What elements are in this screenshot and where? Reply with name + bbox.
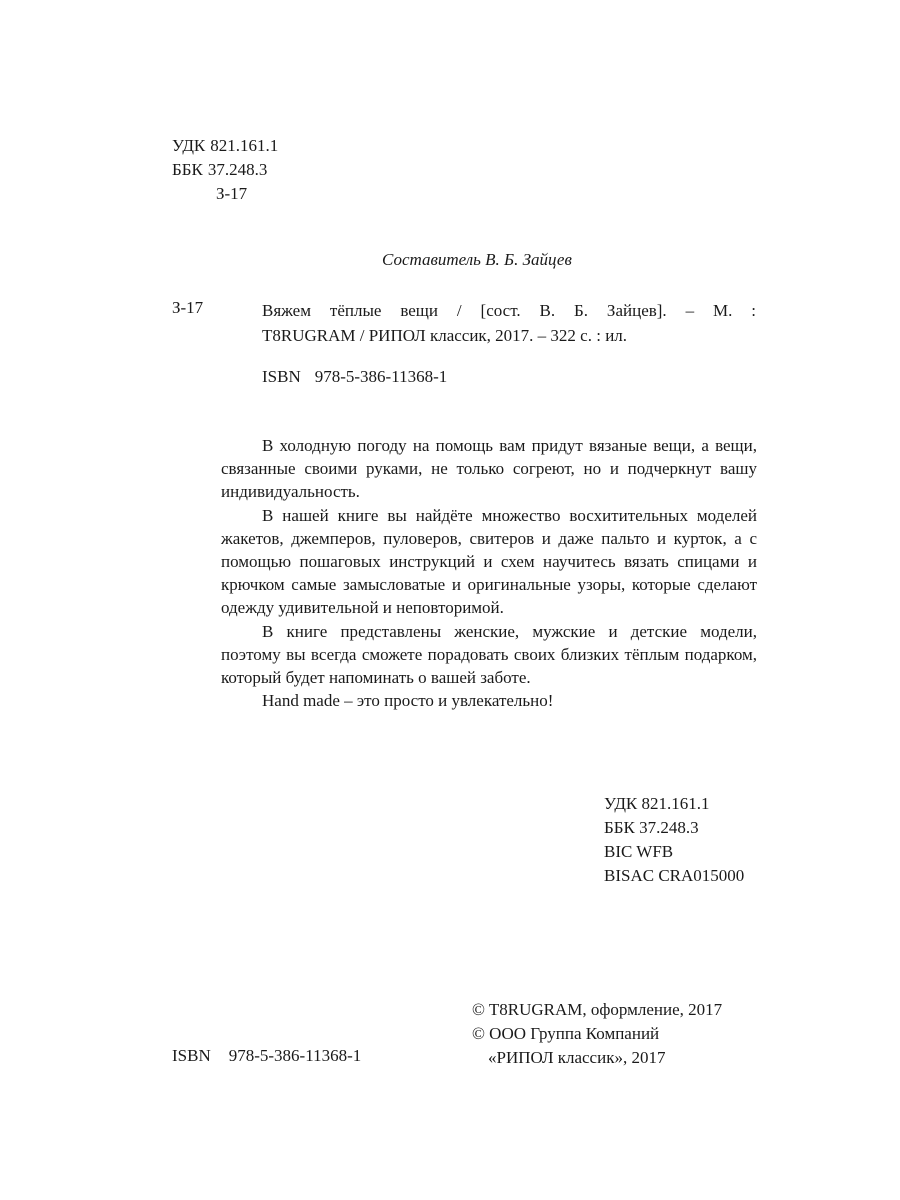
copyright-line-3: «РИПОЛ классик», 2017 [488, 1048, 666, 1067]
author-mark-top: З-17 [216, 184, 248, 203]
annotation-paragraph: В холодную погоду на помощь вам придут вязаные вещи, а вещи, связанные своими руками, не только согреют, но и подчеркнут вашу индивидуальность. [221, 436, 757, 502]
bibliographic-line-2: T8RUGRAM / РИПОЛ классик, 2017. – 322 с. : ил. [262, 326, 628, 345]
udk-value: 821.161.1 [210, 136, 279, 155]
isbn-record [262, 367, 447, 387]
author-mark-record: З-17 [172, 298, 204, 317]
isbn-bottom-label: ISBN [172, 1046, 211, 1065]
copyright-block [472, 998, 722, 1070]
isbn-number: 978-5-386-11368-1 [314, 367, 448, 386]
udk-code: УДК 821.161.1 [604, 794, 710, 813]
bibliographic-line-1: Вяжем тёплые вещи / [сост. В. Б. Зайцев]. – М. : [262, 301, 756, 320]
annotation-paragraph: Hand made – это просто и увлекательно! [262, 691, 554, 711]
annotation-paragraph: В книге представлены женские, мужские и детские модели, поэтому вы всегда сможете порадовать своих близких тёплым подарком, который будет напоминать о вашей заботе. [221, 621, 757, 688]
bbk-label: ББК [172, 160, 203, 179]
compiler-credit: Составитель В. Б. Зайцев [382, 250, 572, 269]
isbn-bottom [172, 1046, 361, 1066]
copyright-line-2: © ООО Группа Компаний [472, 1024, 660, 1043]
annotation [221, 434, 757, 712]
udk-label: УДК [172, 136, 206, 155]
bibliographic-record [262, 298, 756, 348]
annotation-paragraph: В нашей книге вы найдёте множество восхитительных моделей жакетов, джемперов, пуловеров, свитеров и даже пальто и курток, а с помощью пошаговых инструкций и схем научитесь вязать спицами и крючком самые замысловатые и оригинальные узоры, которые сделают одежду удивительной и неповторимой. [221, 505, 757, 618]
isbn-label: ISBN [262, 367, 301, 386]
bic-code: BIC WFB [604, 842, 674, 861]
top-classification-codes [172, 134, 278, 206]
classification-codes [604, 792, 744, 888]
bisac-code: BISAC CRA015000 [604, 866, 745, 885]
isbn-bottom-number: 978-5-386-11368-1 [228, 1046, 362, 1065]
bbk-line [172, 158, 278, 182]
copyright-line-1: © T8RUGRAM, оформление, 2017 [472, 1000, 723, 1019]
bbk-value: 37.248.3 [207, 160, 268, 179]
udk-line [172, 134, 278, 158]
bbk-code: ББК 37.248.3 [604, 818, 699, 837]
